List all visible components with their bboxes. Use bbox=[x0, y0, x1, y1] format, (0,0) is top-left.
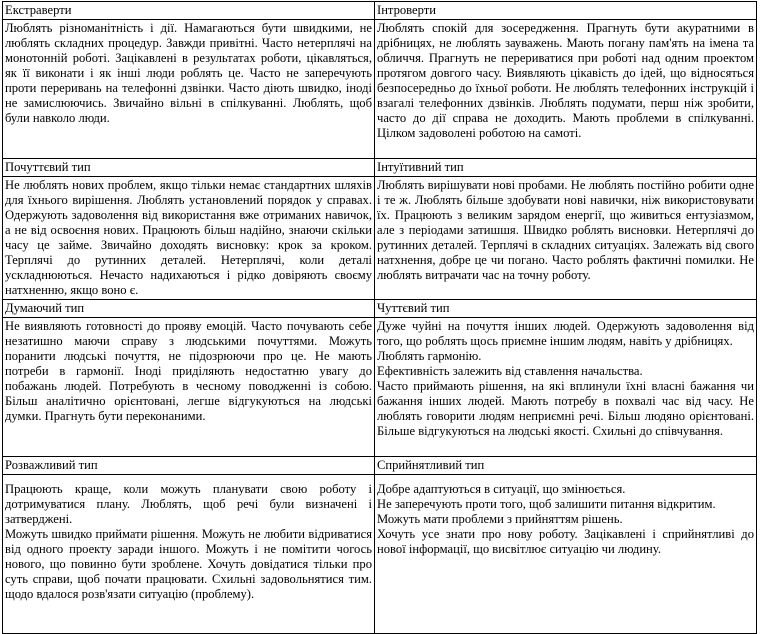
table-header-row bbox=[3, 457, 757, 475]
sensing-type-title: Почуттєвий тип bbox=[3, 159, 375, 177]
personality-types-table bbox=[2, 1, 757, 634]
table-header-row bbox=[3, 2, 757, 20]
introverts-text: Люблять спокій для зосередження. Прагнуть бути акуратними в дрібницях, не люблять зауважень. Мають погану пам'ять на імена та обличчя. Прагнуть не перериватися при роботі над одним проектом протягом довгого часу. Виявляють цікавість до ідей, що відносяться безпосередньо до їхньої роботи. Не люблять телефонних інструкцій і взагалі телефонних дзвінків. Люблять подумати, перш ніж зробити, часто до дії справа не доходить. Мають проблеми в спілкуванні. Цілком задоволені роботою на самоті. bbox=[377, 21, 754, 140]
sensing-type-text: Не люблять нових проблем, якщо тільки немає стандартних шляхів для їхнього вирішення. Люблять установлений порядок у справах. Одержують задоволення від використання вже отриманих навичок, а не від освоєння нових. Працюють більш надійно, знаючи скільки часу це займе. Звичайно доходять висновку: крок за кроком. Терплячі до рутинних деталей. Нетерплячі, коли деталі ускладнюються. Нечасто надихаються і рідко довіряють своєму натхненню, якщо воно є. bbox=[5, 178, 372, 297]
feeling-type-title: Чуттєвий тип bbox=[375, 300, 757, 318]
thinking-type-title: Думаючий тип bbox=[3, 300, 375, 318]
judging-type-paragraph: Можуть швидко приймати рішення. Можуть не любити відриватися від одного проекту заради іншого. Можуть і не помітити чогось нового, що повинно бути зроблене. Хочуть довідатися тільки про суть справи, щоб почати працювати. Схильні задовольнятися тим. щодо вдалося розв'язати ситуацію (проблему). bbox=[5, 527, 372, 601]
table-row bbox=[3, 20, 757, 159]
perceiving-type-title: Сприйнятливий тип bbox=[375, 457, 757, 475]
introverts-title: Інтроверти bbox=[375, 2, 757, 20]
extraverts-text: Люблять різноманітність і дії. Намагаються бути швидкими, не люблять складних процедур. Завжди привітні. Часто нетерплячі на монотонній роботі. Зацікавлені в результатах роботи, цікавляться, як її виконати і як інші люди роблять це. Часто не заперечують проти переривань на телефонні дзвінки. Часто діють швидко, іноді не замислюючись. Звичайно вільні в спілкуванні. Люблять, щоб були навколо люди. bbox=[5, 21, 372, 125]
judging-type-paragraph: Працюють краще, коли можуть планувати свою роботу і дотримуватися плану. Люблять, щоб речі були визначені і затверджені. bbox=[5, 482, 372, 526]
table-row bbox=[3, 318, 757, 457]
table-header-row bbox=[3, 300, 757, 318]
feeling-type-paragraph: Часто приймають рішення, на які вплинули їхні власні бажання чи бажання інших людей. Мають потребу в похвалі час від часу. Не люблять говорити людям неприємні речі. Більш людяно орієнтовані. Більше відгукуються на людські якості. Схильні до співчування. bbox=[377, 379, 754, 438]
table-row bbox=[3, 177, 757, 300]
perceiving-type-paragraph: Не заперечують проти того, щоб залишити питання відкритим. bbox=[377, 497, 716, 511]
extraverts-title: Екстраверти bbox=[3, 2, 375, 20]
intuitive-type-text: Люблять вирішувати нові пробами. Не люблять постійно робити одне і те ж. Люблять більше здобувати нові навички, ніж використовувати їх. Працюють з великим зарядом енергії, що живиться ентузіазмом, але з періодами затишшя. Швидко роблять висновки. Нетерплячі до рутинних деталей. Терплячі в складних ситуаціях. Залежать від свого натхнення, добре це чи погано. Часто роблять фактичні помилки. Не люблять витрачати час на точну роботу. bbox=[377, 178, 754, 282]
perceiving-type-paragraph: Добре адаптуються в ситуації, що змінюється. bbox=[377, 482, 626, 496]
perceiving-type-paragraph: Можуть мати проблеми з прийняттям рішень. bbox=[377, 512, 623, 526]
perceiving-type-paragraph: Хочуть усе знати про нову роботу. Зацікавлені і сприйнятливі до нової інформації, що висвітлює ситуацію чи людину. bbox=[377, 527, 754, 556]
intuitive-type-title: Інтуїтивний тип bbox=[375, 159, 757, 177]
table-row bbox=[3, 475, 757, 634]
feeling-type-paragraph: Люблять гармонію. bbox=[377, 349, 482, 363]
judging-type-title: Розважливий тип bbox=[3, 457, 375, 475]
feeling-type-paragraph: Ефективність залежить від ставлення начальства. bbox=[377, 364, 643, 378]
table-header-row bbox=[3, 159, 757, 177]
thinking-type-text: Не виявляють готовності до прояву емоцій. Часто почувають себе незатишно маючи справу з людськими почуттями. Можуть поранити людські почуття, не підозрюючи про це. Не мають потреби в гармонії. Іноді приділяють недостатню увагу до побажань людей. Потребують в чесному поводженні із собою. Більш аналітично орієнтовані, легше відгукуються на людські думки. Прагнуть бути переконаними. bbox=[5, 319, 372, 423]
feeling-type-paragraph: Дуже чуйні на почуття інших людей. Одержують задоволення від того, що роблять щось приємне іншим людям, навіть у дрібницях. bbox=[377, 319, 754, 348]
